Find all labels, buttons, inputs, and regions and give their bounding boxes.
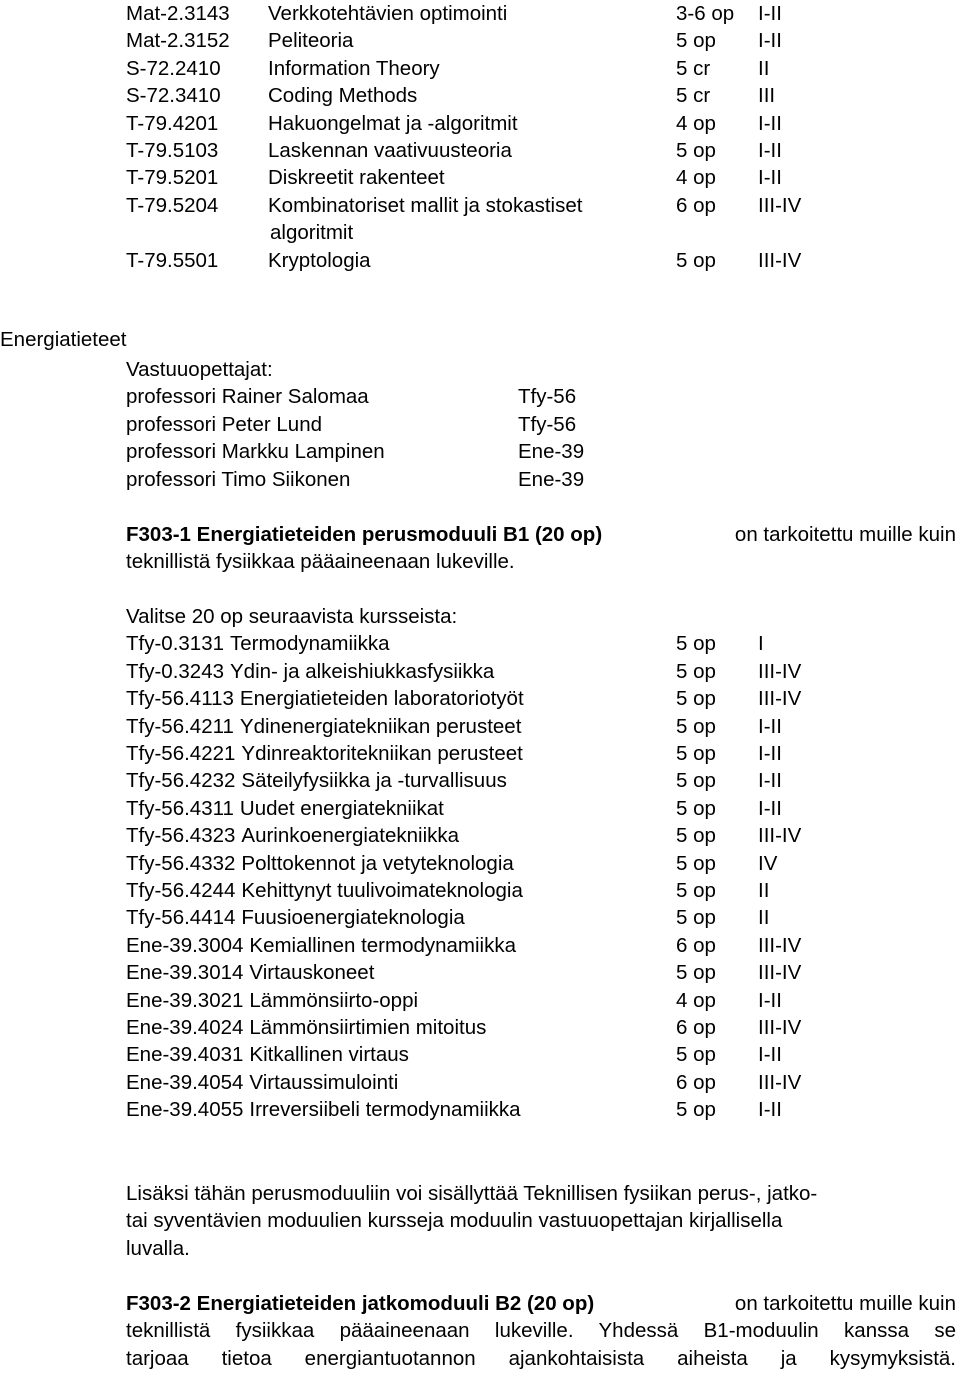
course-period: I-II <box>758 166 782 190</box>
course-code: Tfy-56.4221 <box>126 742 236 765</box>
course-name: Ydinenergiatekniikan perusteet <box>239 714 522 738</box>
course-credits: 6 op <box>676 1016 716 1039</box>
course-name: Fuusioenergiateknologia <box>241 906 465 930</box>
course-code: Ene-39.4031 <box>126 1043 244 1067</box>
course-period: I-II <box>758 2 782 25</box>
teacher-name: professori Peter Lund <box>126 412 323 436</box>
table-row <box>0 822 960 849</box>
course-period: I-II <box>758 111 782 135</box>
course-name: Lämmönsiirtimien mitoitus <box>249 1016 487 1039</box>
course-period: III-IV <box>758 961 802 985</box>
course-credits: 5 op <box>676 961 716 985</box>
course-period: III-IV <box>758 1016 802 1039</box>
course-period: III-IV <box>758 659 802 683</box>
course-name: Polttokennot ja vetyteknologia <box>241 851 514 875</box>
b1-module-title: F303-1 Energiatieteiden perusmoduuli B1 (20 op) <box>126 523 603 546</box>
b1-description <box>126 521 956 576</box>
course-credits: 5 op <box>676 632 716 656</box>
course-code: T-79.5501 <box>126 248 219 272</box>
extra-line3: luvalla. <box>126 1236 190 1260</box>
teacher-row <box>0 466 960 493</box>
course-credits: 4 op <box>676 988 716 1012</box>
course-code: Tfy-56.4113 <box>126 687 234 711</box>
course-name: Verkkotehtävien optimointi <box>268 2 508 25</box>
section-heading: Energiatieteet <box>0 328 127 351</box>
table-row <box>0 740 960 767</box>
table-row <box>0 27 960 54</box>
course-period: I <box>758 632 764 656</box>
table-row <box>0 82 960 109</box>
table-row <box>0 1096 960 1123</box>
course-period: I-II <box>758 796 782 820</box>
teacher-row <box>0 411 960 438</box>
b2-description <box>126 1290 956 1372</box>
course-code: Tfy-56.4211 <box>126 714 234 738</box>
course-period: IV <box>758 851 778 875</box>
course-period: II <box>758 879 770 902</box>
course-code: Ene-39.4055 <box>126 1098 244 1122</box>
b1-text-line2: teknillistä fysiikkaa pääaineenaan lukeville. <box>126 550 515 574</box>
course-code: T-79.5204 <box>126 193 219 217</box>
table-row <box>0 658 960 685</box>
course-credits: 5 op <box>676 742 716 765</box>
course-period: III-IV <box>758 248 802 272</box>
course-name: Uudet energiatekniikat <box>239 796 444 820</box>
table-row <box>0 247 960 274</box>
teacher-name: professori Rainer Salomaa <box>126 385 369 409</box>
course-period: I-II <box>758 29 782 53</box>
course-code: Ene-39.4054 <box>126 1070 244 1094</box>
course-code: Tfy-0.3131 <box>126 632 224 656</box>
table-row <box>0 1041 960 1068</box>
course-credits: 5 op <box>676 659 716 683</box>
course-period: I-II <box>758 714 782 738</box>
course-code: S-72.3410 <box>126 84 221 108</box>
course-code: Tfy-56.4332 <box>126 851 236 875</box>
table-row <box>0 137 960 164</box>
course-name: Aurinkoenergiatekniikka <box>241 824 460 848</box>
course-name: Kryptologia <box>268 248 371 272</box>
course-code: T-79.4201 <box>126 111 219 135</box>
table-row <box>0 959 960 986</box>
course-period: III <box>758 84 776 108</box>
course-credits: 6 op <box>676 1070 716 1094</box>
teacher-unit: Ene-39 <box>518 467 585 491</box>
course-code: Tfy-56.4232 <box>126 769 236 793</box>
course-code: Tfy-56.4244 <box>126 879 236 902</box>
course-code: Tfy-56.4311 <box>126 796 234 820</box>
course-credits: 4 op <box>676 166 716 190</box>
course-period: I-II <box>758 139 782 162</box>
b2-text-line2: teknillistä fysiikkaa pääaineenaan lukeville. Yhdessä B1-moduulin kanssa se <box>126 1319 956 1343</box>
course-name: Laskennan vaativuusteoria <box>268 139 512 162</box>
course-code: Tfy-0.3243 <box>126 659 224 683</box>
table-row <box>0 713 960 740</box>
course-name: Ydin- ja alkeishiukkasfysiikka <box>230 659 495 683</box>
teacher-unit: Tfy-56 <box>518 412 577 436</box>
course-name: Information Theory <box>268 56 440 80</box>
course-code: Ene-39.4024 <box>126 1016 244 1039</box>
b2-text-line3: tarjoaa tietoa energiantuotannon ajankohtaisista aiheista ja kysymyksistä. <box>126 1346 956 1370</box>
course-credits: 5 op <box>676 824 716 848</box>
course-period: III-IV <box>758 193 802 217</box>
table-row <box>0 932 960 959</box>
course-period: III-IV <box>758 1070 802 1094</box>
course-name: Virtaussimulointi <box>249 1070 399 1094</box>
course-name: Virtauskoneet <box>249 961 375 985</box>
course-credits: 5 cr <box>676 56 711 80</box>
course-name: Kombinatoriset mallit ja stokastiset <box>268 193 583 217</box>
table-row <box>0 630 960 657</box>
table-row <box>0 767 960 794</box>
course-credits: 5 op <box>676 29 716 53</box>
extra-line1: Lisäksi tähän perusmoduuliin voi sisällyttää Teknillisen fysiikan perus-, jatko- <box>126 1182 818 1205</box>
table-row <box>0 1014 960 1041</box>
course-period: I-II <box>758 1043 782 1067</box>
teacher-name: professori Timo Siikonen <box>126 467 351 491</box>
course-name-continuation: algoritmit <box>270 221 354 245</box>
table-row-continuation <box>0 219 960 246</box>
course-credits: 5 op <box>676 1043 716 1067</box>
course-credits: 5 cr <box>676 84 711 108</box>
course-period: I-II <box>758 988 782 1012</box>
course-name: Lämmönsiirto-oppi <box>249 988 419 1012</box>
course-credits: 5 op <box>676 851 716 875</box>
course-code: Tfy-56.4414 <box>126 906 236 930</box>
course-credits: 5 op <box>676 139 716 162</box>
table-row <box>0 850 960 877</box>
course-code: Tfy-56.4323 <box>126 824 236 848</box>
course-code: T-79.5201 <box>126 166 219 190</box>
course-period: III-IV <box>758 933 802 957</box>
table-row <box>0 1069 960 1096</box>
course-name: Kemiallinen termodynamiikka <box>249 933 517 957</box>
course-period: III-IV <box>758 687 802 711</box>
course-period: I-II <box>758 1098 782 1122</box>
select-courses-label: Valitse 20 op seuraavista kursseista: <box>126 605 458 628</box>
teacher-unit: Tfy-56 <box>518 385 577 409</box>
course-name: Energiatieteiden laboratoriotyöt <box>239 687 524 711</box>
course-name: Kehittynyt tuulivoimateknologia <box>241 879 523 902</box>
course-period: II <box>758 56 770 80</box>
responsible-teachers-label: Vastuuopettajat: <box>126 358 273 381</box>
table-row <box>0 192 960 219</box>
course-credits: 5 op <box>676 687 716 711</box>
course-period: I-II <box>758 742 782 765</box>
course-credits: 6 op <box>676 933 716 957</box>
b1-text-line1: on tarkoitettu muille kuin <box>729 523 956 546</box>
course-credits: 5 op <box>676 879 716 902</box>
course-code: Ene-39.3014 <box>126 961 244 985</box>
course-code: Mat-2.3143 <box>126 2 230 25</box>
course-name: Hakuongelmat ja -algoritmit <box>268 111 518 135</box>
course-credits: 5 op <box>676 769 716 793</box>
course-credits: 3-6 op <box>676 2 735 25</box>
course-credits: 5 op <box>676 1098 716 1122</box>
table-row <box>0 55 960 82</box>
table-row <box>0 164 960 191</box>
table-row <box>0 0 960 27</box>
course-period: III-IV <box>758 824 802 848</box>
course-name: Ydinreaktoritekniikan perusteet <box>241 742 523 765</box>
course-code: S-72.2410 <box>126 56 221 80</box>
table-row <box>0 904 960 931</box>
course-name: Diskreetit rakenteet <box>268 166 445 190</box>
extra-paragraph <box>126 1180 956 1262</box>
course-credits: 4 op <box>676 111 716 135</box>
teacher-row <box>0 383 960 410</box>
table-row <box>0 685 960 712</box>
course-code: Ene-39.3021 <box>126 988 244 1012</box>
course-code: T-79.5103 <box>126 139 219 162</box>
table-row <box>0 795 960 822</box>
table-row <box>0 987 960 1014</box>
course-name: Coding Methods <box>268 84 418 108</box>
b2-module-title: F303-2 Energiatieteiden jatkomoduuli B2 (20 op) <box>126 1292 595 1315</box>
b2-text-line1: on tarkoitettu muille kuin <box>729 1292 956 1315</box>
course-period: II <box>758 906 770 930</box>
course-credits: 6 op <box>676 193 716 217</box>
course-name: Termodynamiikka <box>230 632 390 656</box>
course-credits: 5 op <box>676 796 716 820</box>
course-name: Säteilyfysiikka ja -turvallisuus <box>241 769 507 793</box>
course-period: I-II <box>758 769 782 793</box>
table-row <box>0 110 960 137</box>
course-code: Ene-39.3004 <box>126 933 244 957</box>
course-name: Peliteoria <box>268 29 354 53</box>
course-credits: 5 op <box>676 248 716 272</box>
table-row <box>0 877 960 904</box>
teacher-row <box>0 438 960 465</box>
course-name: Kitkallinen virtaus <box>249 1043 409 1067</box>
extra-line2: tai syventävien moduulien kursseja moduulin vastuuopettajan kirjallisella <box>126 1209 783 1233</box>
teacher-unit: Ene-39 <box>518 440 585 464</box>
course-name: Irreversiibeli termodynamiikka <box>249 1098 521 1122</box>
course-credits: 5 op <box>676 714 716 738</box>
course-credits: 5 op <box>676 906 716 930</box>
course-code: Mat-2.3152 <box>126 29 230 53</box>
teacher-name: professori Markku Lampinen <box>126 440 385 464</box>
